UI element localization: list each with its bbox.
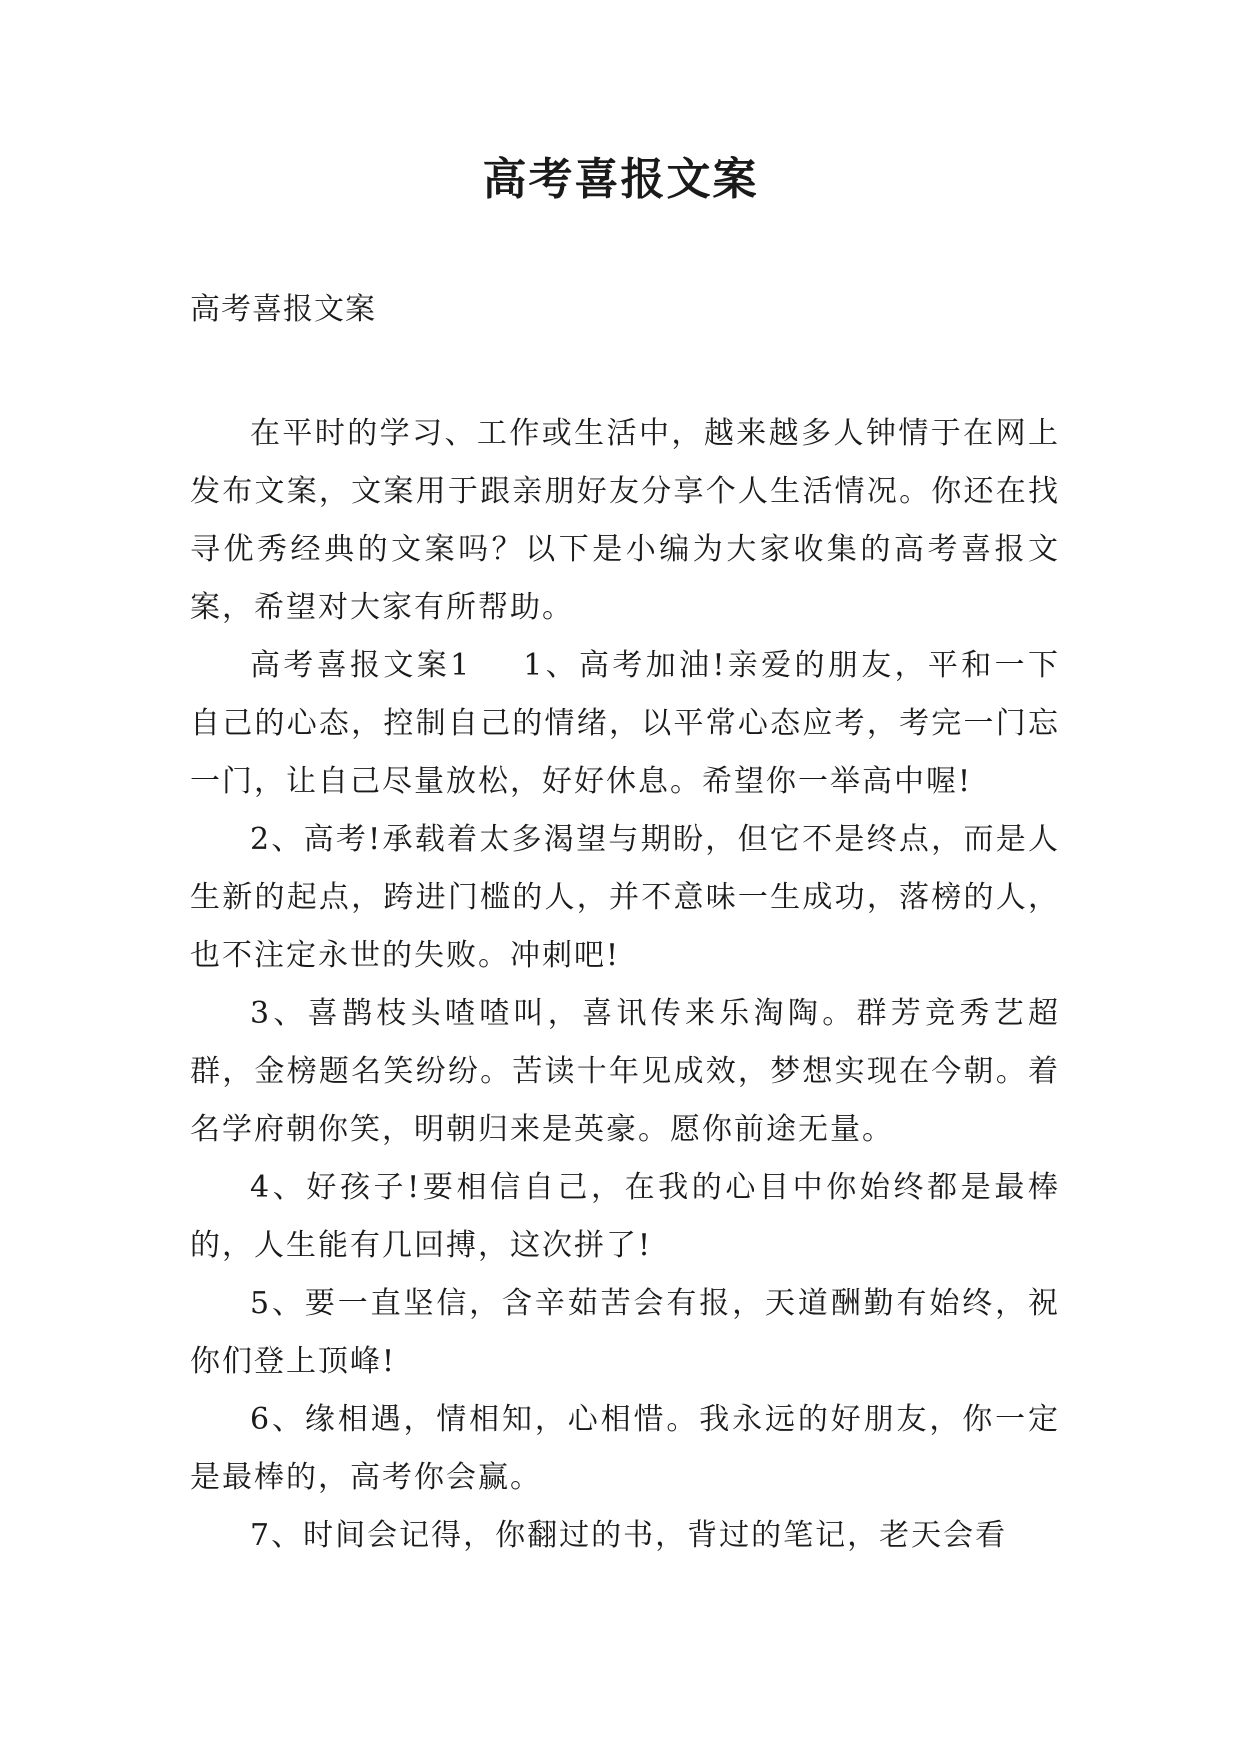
document-body — [190, 405, 1060, 1565]
document-subtitle: 高考喜报文案 — [190, 292, 376, 327]
document-title: 高考喜报文案 — [482, 154, 759, 205]
paragraph-4: 4、好孩子!要相信自己，在我的心目中你始终都是最棒的，人生能有几回搏，这次拼了! — [190, 1170, 1060, 1263]
paragraph-5: 5、要一直坚信，含辛茹苦会有报，天道酬勤有始终，祝你们登上顶峰! — [190, 1286, 1060, 1379]
paragraph-1: 1、高考加油!亲爱的朋友，平和一下自己的心态，控制自己的情绪，以平常心态应考，考完一门忘一门，让自己尽量放松，好好休息。希望你一举高中喔! — [190, 648, 1060, 799]
section-heading: 高考喜报文案1 — [250, 648, 472, 683]
paragraph-7: 7、时间会记得，你翻过的书，背过的笔记，老天会看 — [250, 1518, 1008, 1553]
intro-paragraph: 在平时的学习、工作或生活中，越来越多人钟情于在网上发布文案，文案用于跟亲朋好友分享个人生活情况。你还在找寻优秀经典的文案吗？以下是小编为大家收集的高考喜报文案，希望对大家有所帮助。 — [190, 416, 1060, 625]
section-first-paragraph — [190, 637, 1060, 811]
paragraph-6: 6、缘相遇，情相知，心相惜。我永远的好朋友，你一定是最棒的，高考你会赢。 — [190, 1402, 1060, 1495]
paragraph-2: 2、高考!承载着太多渴望与期盼，但它不是终点，而是人生新的起点，跨进门槛的人，并不意味一生成功，落榜的人，也不注定永世的失败。冲刺吧! — [190, 822, 1060, 973]
paragraph-3: 3、喜鹊枝头喳喳叫，喜讯传来乐淘陶。群芳竞秀艺超群，金榜题名笑纷纷。苦读十年见成效，梦想实现在今朝。着名学府朝你笑，明朝归来是英豪。愿你前途无量。 — [190, 996, 1060, 1147]
